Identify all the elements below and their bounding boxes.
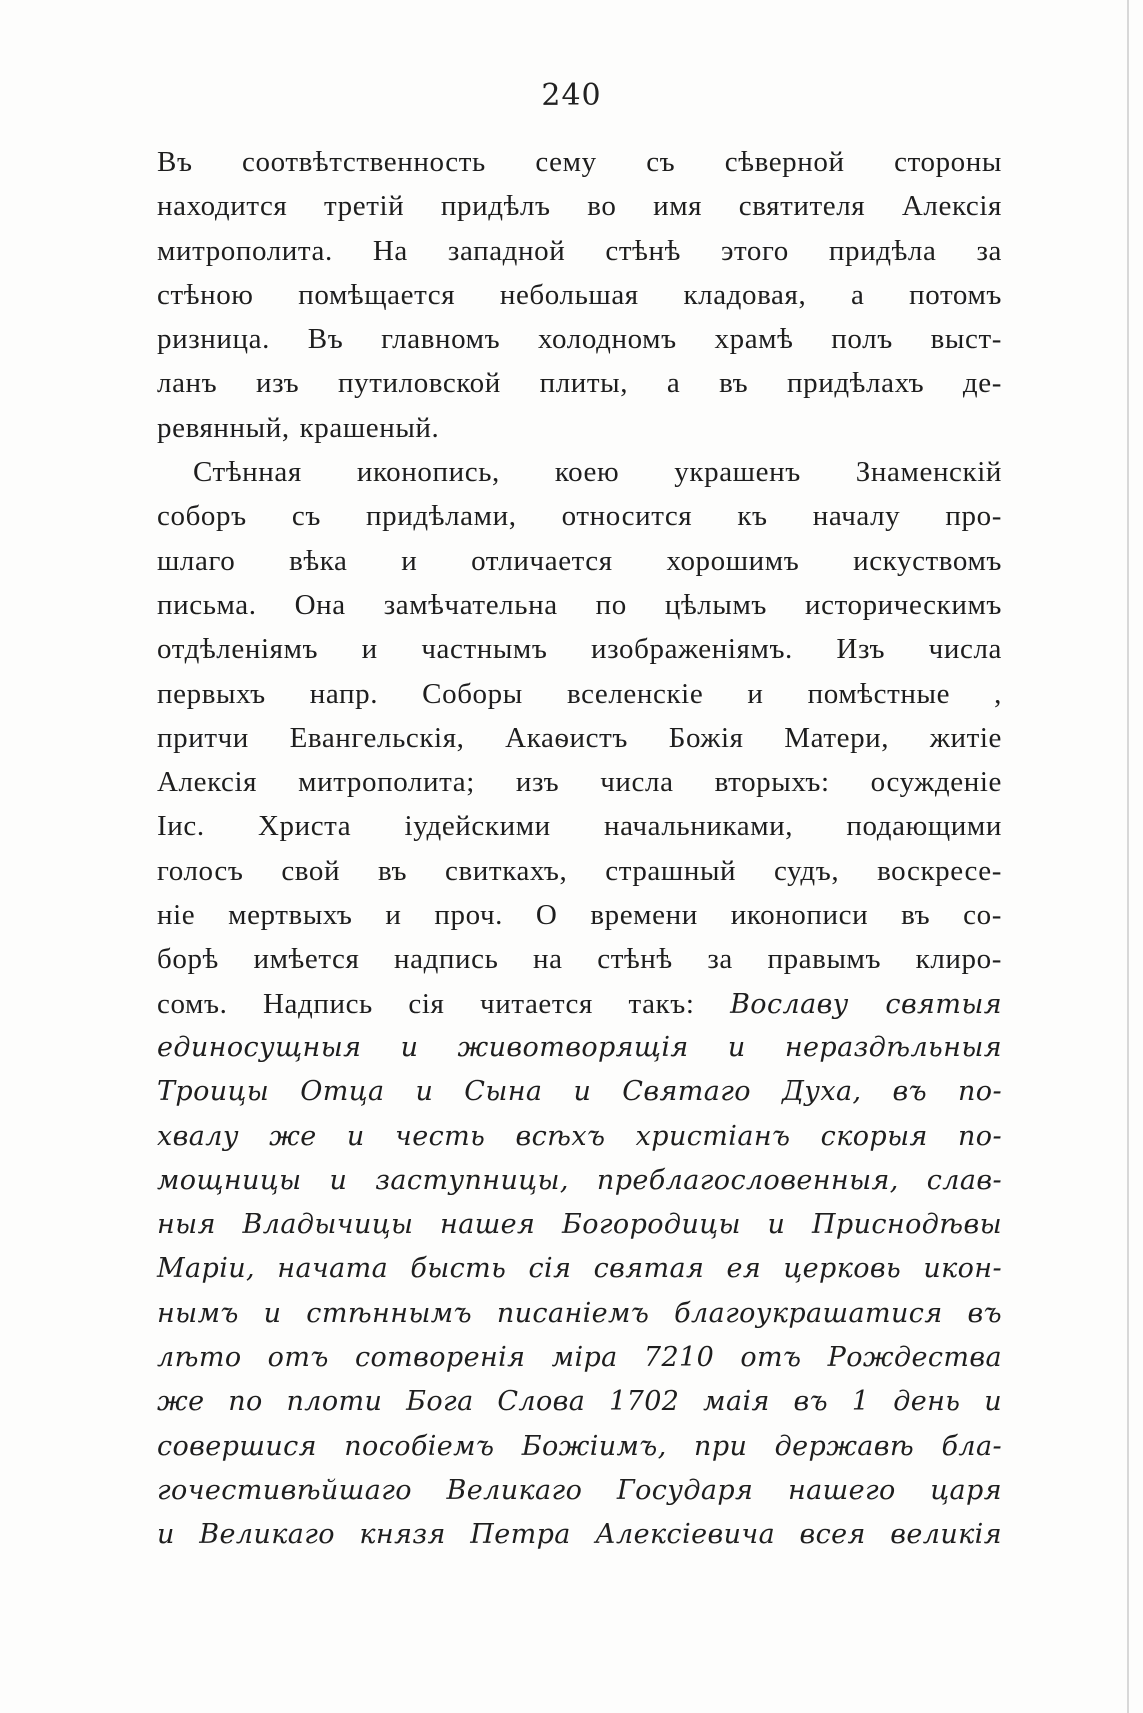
inscription-line: и Великаго князя Петра Алексіевича всея великія bbox=[157, 1519, 1002, 1551]
inscription-line: гочестивѣйшаго Великаго Государя нашего царя bbox=[157, 1474, 1002, 1506]
inscription-line: мощницы и заступницы, преблагословенныя, слав- bbox=[157, 1164, 1002, 1196]
mixed-text-line bbox=[157, 982, 1002, 1026]
text-line: митрополита. На западной стѣнѣ этого придѣла за bbox=[157, 234, 1002, 267]
text-line: голосъ свой въ свиткахъ, страшный судъ, воскресе- bbox=[157, 854, 1002, 887]
page-number: 240 bbox=[541, 78, 602, 113]
inscription-line: Троицы Отца и Сына и Святаго Духа, въ по- bbox=[157, 1076, 1002, 1108]
inscription-quote-start: Вославу святыя bbox=[730, 988, 1003, 1020]
page-body-text bbox=[157, 140, 1002, 1558]
inscription-line: лѣто отъ сотворенія міра 7210 отъ Рождества bbox=[157, 1342, 1002, 1374]
text-line: отдѣленіямъ и частнымъ изображеніямъ. Изъ числа bbox=[157, 633, 1002, 666]
text-line: соборъ съ придѣлами, относится къ началу про- bbox=[157, 500, 1002, 533]
page-edge-shadow bbox=[1127, 0, 1129, 1713]
inscription-line: Маріи, начата бысть сія святая ея церковь икон- bbox=[157, 1253, 1002, 1285]
text-line: находится третій придѣлъ во имя святителя Алексія bbox=[157, 190, 1002, 223]
text-line: борѣ имѣется надпись на стѣнѣ за правымъ клиро- bbox=[157, 943, 1002, 976]
text-line: ніе мертвыхъ и проч. О времени иконописи въ со- bbox=[157, 899, 1002, 932]
text-line: ланъ изъ путиловской плиты, а въ придѣлахъ де- bbox=[157, 367, 1002, 400]
inscription-line: единосущныя и животворящія и нераздѣльныя bbox=[157, 1031, 1002, 1063]
text-line: Алексія митрополита; изъ числа вторыхъ: осужденіе bbox=[157, 766, 1002, 799]
text-line: первыхъ напр. Соборы вселенскіе и помѣстные , bbox=[157, 677, 1002, 710]
text-line: Въ соотвѣтственность сему съ сѣверной стороны bbox=[157, 146, 1002, 178]
inscription-line: же по плоти Бога Слова 1702 маія въ 1 день и bbox=[157, 1386, 1002, 1418]
text-line: стѣною помѣщается небольшая кладовая, а потомъ bbox=[157, 278, 1002, 311]
text-line: притчи Евангельскія, Акаѳистъ Божія Матери, житіе bbox=[157, 721, 1002, 754]
inscription-line: совершися пособіемъ Божіимъ, при державѣ бла- bbox=[157, 1430, 1002, 1462]
text-line: Іис. Христа іудейскими начальниками, подающими bbox=[157, 810, 1002, 843]
inscription-intro-text: сомъ. Надпись сія читается такъ: bbox=[157, 987, 695, 1020]
text-line: ризница. Въ главномъ холодномъ храмѣ полъ выст- bbox=[157, 323, 1002, 356]
text-line: шлаго вѣка и отличается хорошимъ искуствомъ bbox=[157, 544, 1002, 577]
text-line: ревянный, крашеный. bbox=[157, 411, 440, 444]
inscription-line: нымъ и стѣннымъ писаніемъ благоукрашатися въ bbox=[157, 1297, 1002, 1329]
text-line: письма. Она замѣчательна по цѣлымъ историческимъ bbox=[157, 588, 1002, 621]
inscription-line: хвалу же и честь всѣхъ христіанъ скорыя по- bbox=[157, 1120, 1002, 1152]
paragraph-start-line: Стѣнная иконопись, коею украшенъ Знаменскій bbox=[193, 456, 1002, 489]
inscription-line: ныя Владычицы нашея Богородицы и Приснодѣвы bbox=[157, 1209, 1002, 1241]
